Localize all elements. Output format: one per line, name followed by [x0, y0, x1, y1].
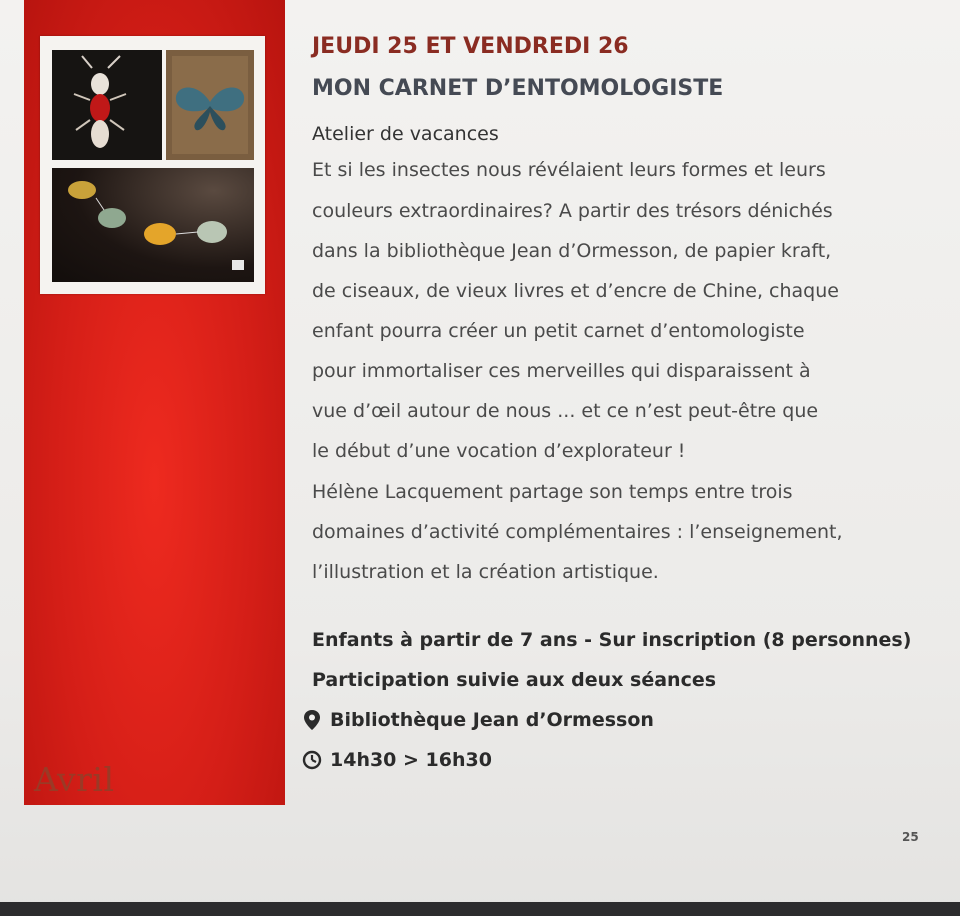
description-line: dans la bibliothèque Jean d’Ormesson, de papier kraft,: [312, 240, 832, 262]
event-title: MON CARNET D’ENTOMOLOGISTE: [312, 76, 724, 101]
month-label: Avril: [34, 760, 115, 799]
bio-line: l’illustration et la création artistique.: [312, 561, 659, 583]
description-line: le début d’une vocation d’explorateur !: [312, 440, 686, 462]
butterfly-photo: [166, 50, 254, 160]
page-number: 25: [902, 830, 919, 844]
time-text: 14h30 > 16h30: [330, 749, 492, 771]
beetle-photo: [52, 50, 162, 160]
description-line: Et si les insectes nous révélaient leurs formes et leurs: [312, 159, 826, 181]
map-pin-icon: [302, 709, 322, 731]
description-line: pour immortaliser ces merveilles qui disparaissent à: [312, 360, 811, 382]
participation-info: Participation suivie aux deux séances: [312, 669, 717, 691]
bio-line: Hélène Lacquement partage son temps entre trois: [312, 481, 793, 503]
bottom-edge: [0, 902, 960, 916]
time-row: [302, 747, 492, 773]
event-date: JEUDI 25 ET VENDREDI 26: [312, 34, 629, 59]
audience-info: Enfants à partir de 7 ans - Sur inscription (8 personnes): [312, 629, 912, 651]
description-line: couleurs extraordinaires? A partir des trésors dénichés: [312, 200, 833, 222]
bio-line: domaines d’activité complémentaires : l’enseignement,: [312, 521, 843, 543]
description-line: vue d’œil autour de nous ... et ce n’est peut-être que: [312, 400, 819, 422]
location-row: [302, 707, 654, 733]
clock-icon: [302, 749, 322, 771]
location-text: Bibliothèque Jean d’Ormesson: [330, 709, 654, 731]
event-subtitle: Atelier de vacances: [312, 123, 499, 145]
description-line: enfant pourra créer un petit carnet d’entomologiste: [312, 320, 805, 342]
paper-insects-photo: [52, 168, 254, 282]
photo-collage: [40, 36, 265, 294]
description-line: de ciseaux, de vieux livres et d’encre de Chine, chaque: [312, 280, 839, 302]
